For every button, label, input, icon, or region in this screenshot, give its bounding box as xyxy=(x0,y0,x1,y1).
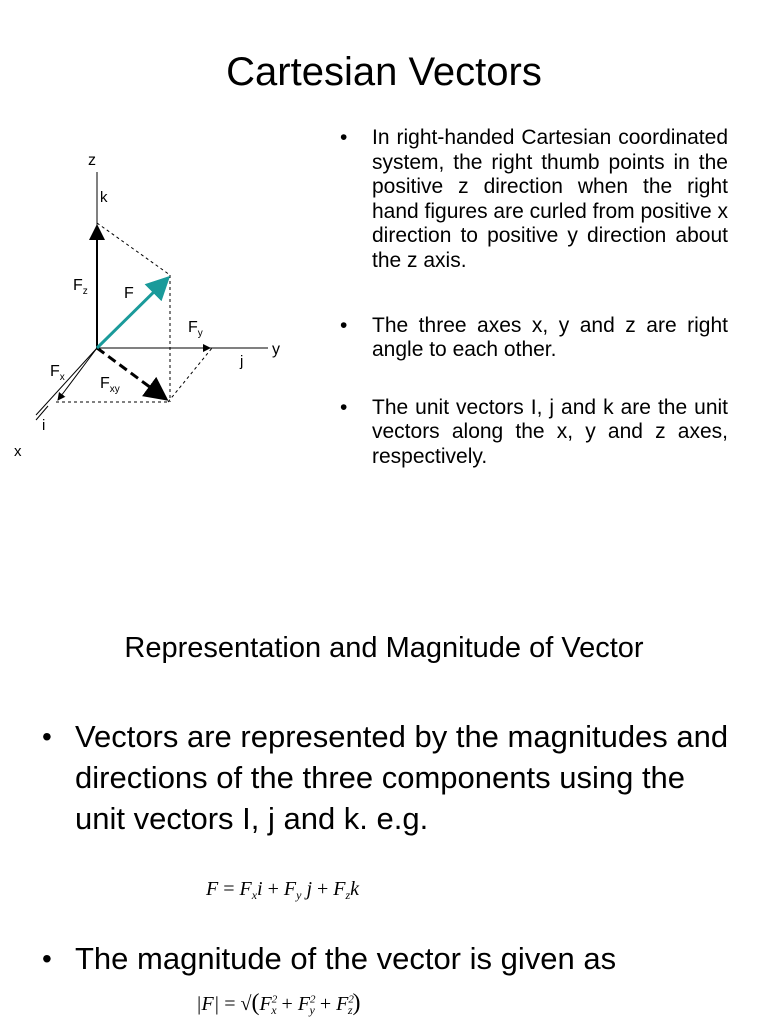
z-axis-label: z xyxy=(88,152,96,169)
main-bullet-1: • Vectors are represented by the magnitudes and directions of the three components using the unit vectors I, j and k. e.g. xyxy=(42,716,742,839)
side-bullet-1: • In right-handed Cartesian coordinated system, the right thumb points in the positive z direction when the right hand figures are curled from positive x direction to positive y direction about the z axis. xyxy=(340,126,728,274)
main-bullet-list-2 xyxy=(42,938,742,979)
k-label: k xyxy=(100,189,108,206)
magnitude-formula: $|F| = √(F^2_x + F^2_y + F^2_z)$ xyxy=(196,990,361,1017)
cartesian-diagram xyxy=(0,140,320,470)
side-bullet-2: • The three axes x, y and z are right angle to each other. xyxy=(340,314,728,363)
fz-label: $F_z$ xyxy=(73,277,88,297)
section-heading: Representation and Magnitude of Vector xyxy=(124,632,644,664)
dashed-fz-top xyxy=(97,223,170,275)
fx-label: $F_x$ xyxy=(50,363,65,383)
vector-formula: $F = F_xi + F_y$ $j + F_zk$ xyxy=(206,878,360,902)
dashed-fy-parallel xyxy=(168,348,212,402)
fxy-label: $F_{xy}$ xyxy=(100,375,120,395)
f-label: F xyxy=(124,285,134,302)
j-label: j xyxy=(240,353,244,370)
side-bullet-list xyxy=(340,126,728,470)
fy-label: $F_y$ xyxy=(188,319,203,339)
x-axis-label: x xyxy=(14,443,22,460)
main-bullet-2: • The magnitude of the vector is given as xyxy=(42,938,742,979)
i-label: i xyxy=(42,417,46,434)
y-axis-label: y xyxy=(272,341,280,358)
x-axis-line xyxy=(36,348,97,415)
page-title: Cartesian Vectors xyxy=(226,50,542,94)
side-bullet-3: • The unit vectors I, j and k are the unit vectors along the x, y and z axes, respectively. xyxy=(340,396,728,470)
main-bullet-list-1 xyxy=(42,716,742,839)
